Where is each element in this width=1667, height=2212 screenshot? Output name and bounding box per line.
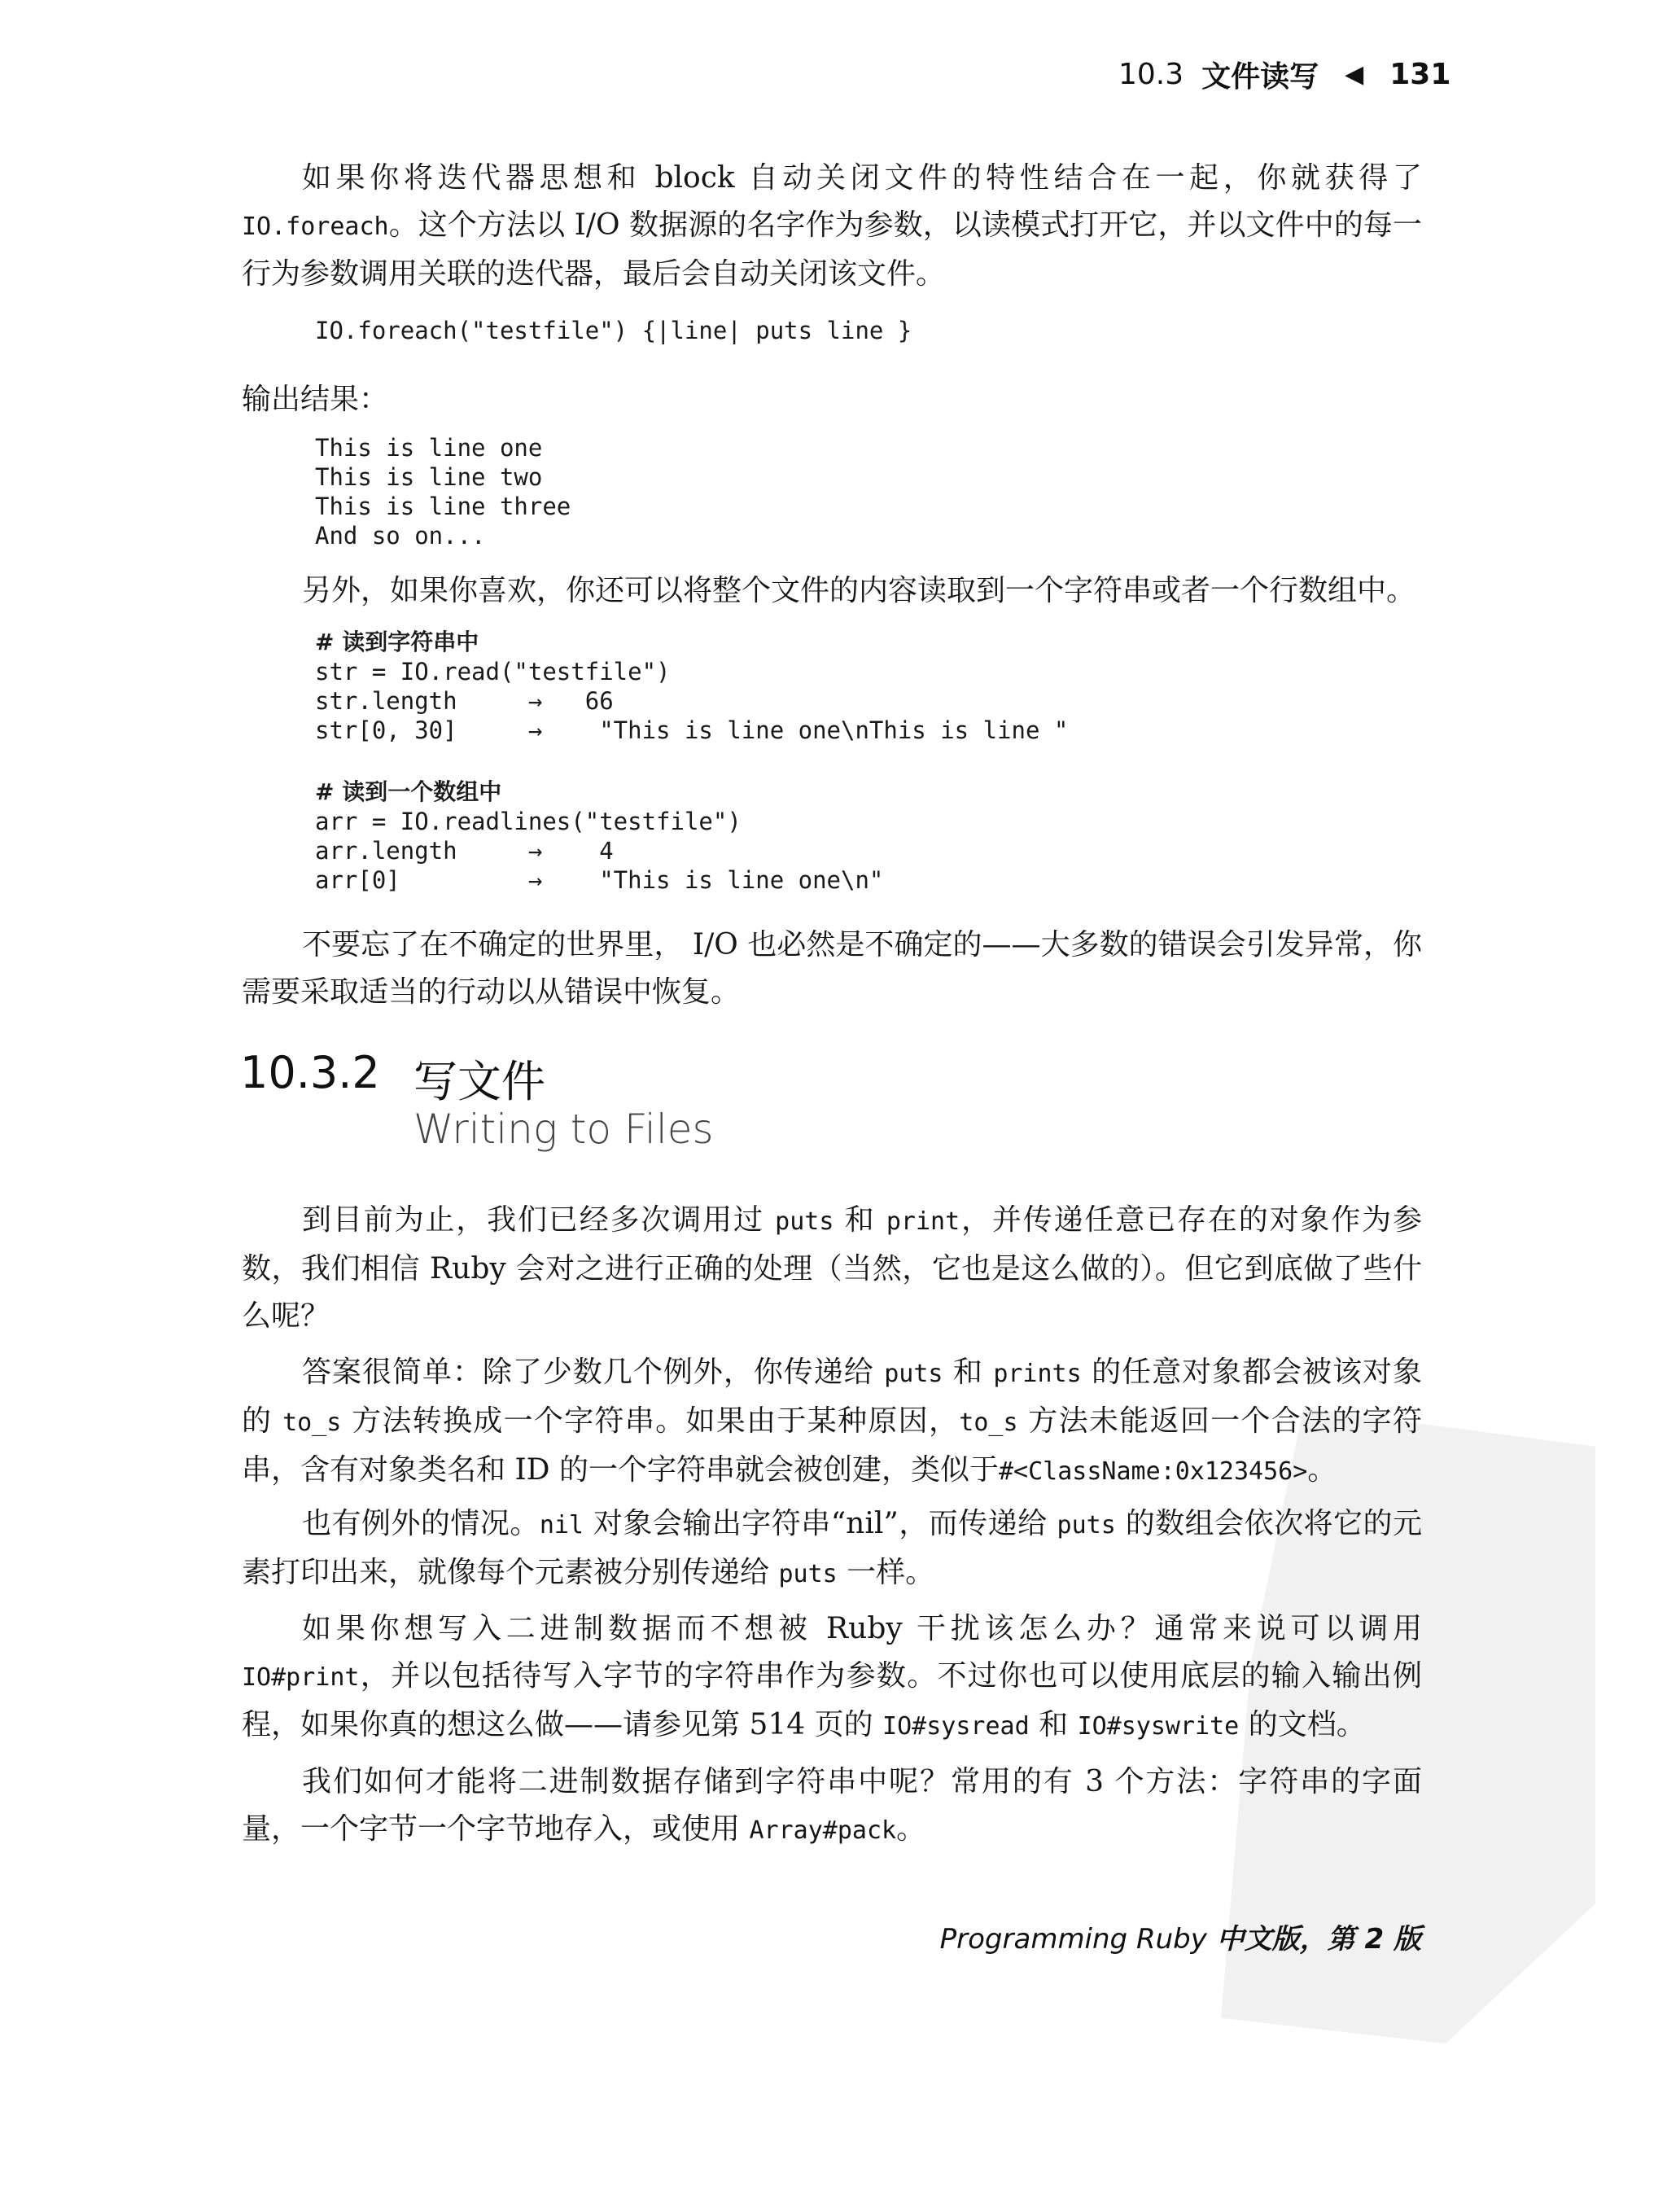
text-run: 和 — [1029, 1708, 1078, 1741]
inline-code: IO#print — [242, 1663, 360, 1692]
code-body: str = IO.read("testfile") str.length → 66 str[0, 30] → "This is line one\nThis is line " — [315, 658, 1069, 744]
inline-code: nil — [539, 1511, 584, 1540]
inline-code: puts — [775, 1207, 834, 1236]
text-run: 方法转换成一个字符串。如果由于某种原因， — [341, 1404, 960, 1438]
text-run: 我们如何才能将二进制数据存储到字符串中呢？常用的有 3 个方法：字符串的字面量，一个字节一个字节地存入，或使用 — [242, 1765, 1422, 1846]
text-run: 。 — [896, 1812, 926, 1846]
running-footer — [895, 1916, 1421, 1956]
code-block-read-string — [315, 627, 1068, 745]
text-run: ，并以包括待写入字节的字符串作为参数。不过你也可以使用底层的输入输出例程，如果你真的想这么做——请参见第 514 页的 — [242, 1659, 1422, 1741]
code-block-foreach: IO.foreach("testfile") {|line| puts line } — [315, 317, 912, 344]
text-run: 也有例外的情况。 — [302, 1507, 540, 1540]
paragraph-puts-print — [242, 1197, 1422, 1340]
code-block-readlines — [315, 777, 883, 895]
code-body: arr = IO.readlines("testfile") arr.length → 4 arr[0] → "This is line one\n" — [315, 808, 884, 894]
paragraph-nil-arrays — [242, 1500, 1422, 1598]
text-run: 和 — [834, 1203, 886, 1237]
arrow-left-icon: ◀ — [1345, 60, 1364, 89]
text-run: 如果你将迭代器思想和 block 自动关闭文件的特性结合在一起，你就获得了 — [302, 161, 1422, 195]
inline-code: prints — [993, 1360, 1082, 1388]
paragraph-foreach — [242, 155, 1422, 298]
inline-code: to_s — [959, 1408, 1018, 1437]
inline-code: IO.foreach — [242, 212, 389, 241]
code-block-output: This is line one This is line two This is line three And so on... — [315, 434, 571, 550]
section-title: 写文件 — [413, 1056, 545, 1107]
running-header — [1118, 54, 1477, 95]
text-run: ，并传递任意已存在的对象作为参数，我们相信 Ruby 会对之进行正确的处理（当然，它也是这么做的）。但它到底做了些什么呢？ — [242, 1203, 1422, 1333]
text-run: 的文档。 — [1239, 1708, 1366, 1741]
text-run: 。 — [1307, 1453, 1337, 1487]
inline-code: IO#syswrite — [1077, 1712, 1240, 1741]
text-run: 到目前为止，我们已经多次调用过 — [302, 1203, 776, 1237]
inline-code: puts — [884, 1360, 943, 1388]
text-run: 的任意对象都会被该对象的 — [242, 1356, 1422, 1438]
text-run: 答案很简单：除了少数几个例外，你传递给 — [302, 1356, 885, 1389]
footer-edition: 中文版，第 2 版 — [1206, 1923, 1421, 1956]
inline-code: Array#pack — [749, 1816, 897, 1845]
paragraph-io-errors: 不要忘了在不确定的世界里， I/O 也必然是不确定的——大多数的错误会引发异常，你需要采取适当的行动以从错误中恢复。 — [242, 928, 1422, 1009]
page-number: 131 — [1389, 58, 1451, 91]
section-number: 10.3.2 — [240, 1047, 380, 1098]
footer-book-title: Programming Ruby — [939, 1923, 1207, 1956]
code-comment: # 读到字符串中 — [315, 629, 479, 655]
inline-code: IO#sysread — [882, 1712, 1030, 1741]
text-run: 。这个方法以 I/O 数据源的名字作为参数，以读模式打开它，并以文件中的每一行为参数调用关联的迭代器，最后会自动关闭该文件。 — [242, 208, 1422, 291]
paragraph-binary-string — [242, 1759, 1422, 1855]
paragraph-read-whole: 另外，如果你喜欢，你还可以将整个文件的内容读取到一个字符串或者一个行数组中。 — [302, 574, 1416, 607]
text-run: 方法未能返回一个合法的字符串，含有对象类名和 ID 的一个字符串就会被创建，类似于 — [242, 1404, 1422, 1487]
paragraph-to-s — [242, 1349, 1422, 1496]
paragraph-binary-write — [242, 1605, 1422, 1750]
inline-code: puts — [778, 1560, 838, 1588]
text-run: 的数组会依次将它的元素打印出来，就像每个元素被分别传递给 — [242, 1507, 1422, 1589]
inline-code: to_s — [282, 1408, 342, 1437]
header-section-number: 10.3 — [1118, 58, 1184, 91]
inline-code: print — [886, 1207, 960, 1236]
inline-code: puts — [1057, 1511, 1116, 1540]
text-run: 如果你想写入二进制数据而不想被 Ruby 干扰该怎么办？通常来说可以调用 — [302, 1612, 1422, 1645]
code-comment: # 读到一个数组中 — [315, 778, 502, 805]
section-subtitle: Writing to Files — [413, 1106, 714, 1153]
header-section-title: 文件读写 — [1201, 60, 1319, 94]
text-run: 和 — [943, 1356, 994, 1389]
output-label: 输出结果： — [242, 383, 389, 416]
text-run: 对象会输出字符串“nil”，而传递给 — [584, 1507, 1057, 1540]
inline-code: #<ClassName:0x123456> — [998, 1457, 1308, 1486]
text-run: 一样。 — [837, 1556, 935, 1589]
